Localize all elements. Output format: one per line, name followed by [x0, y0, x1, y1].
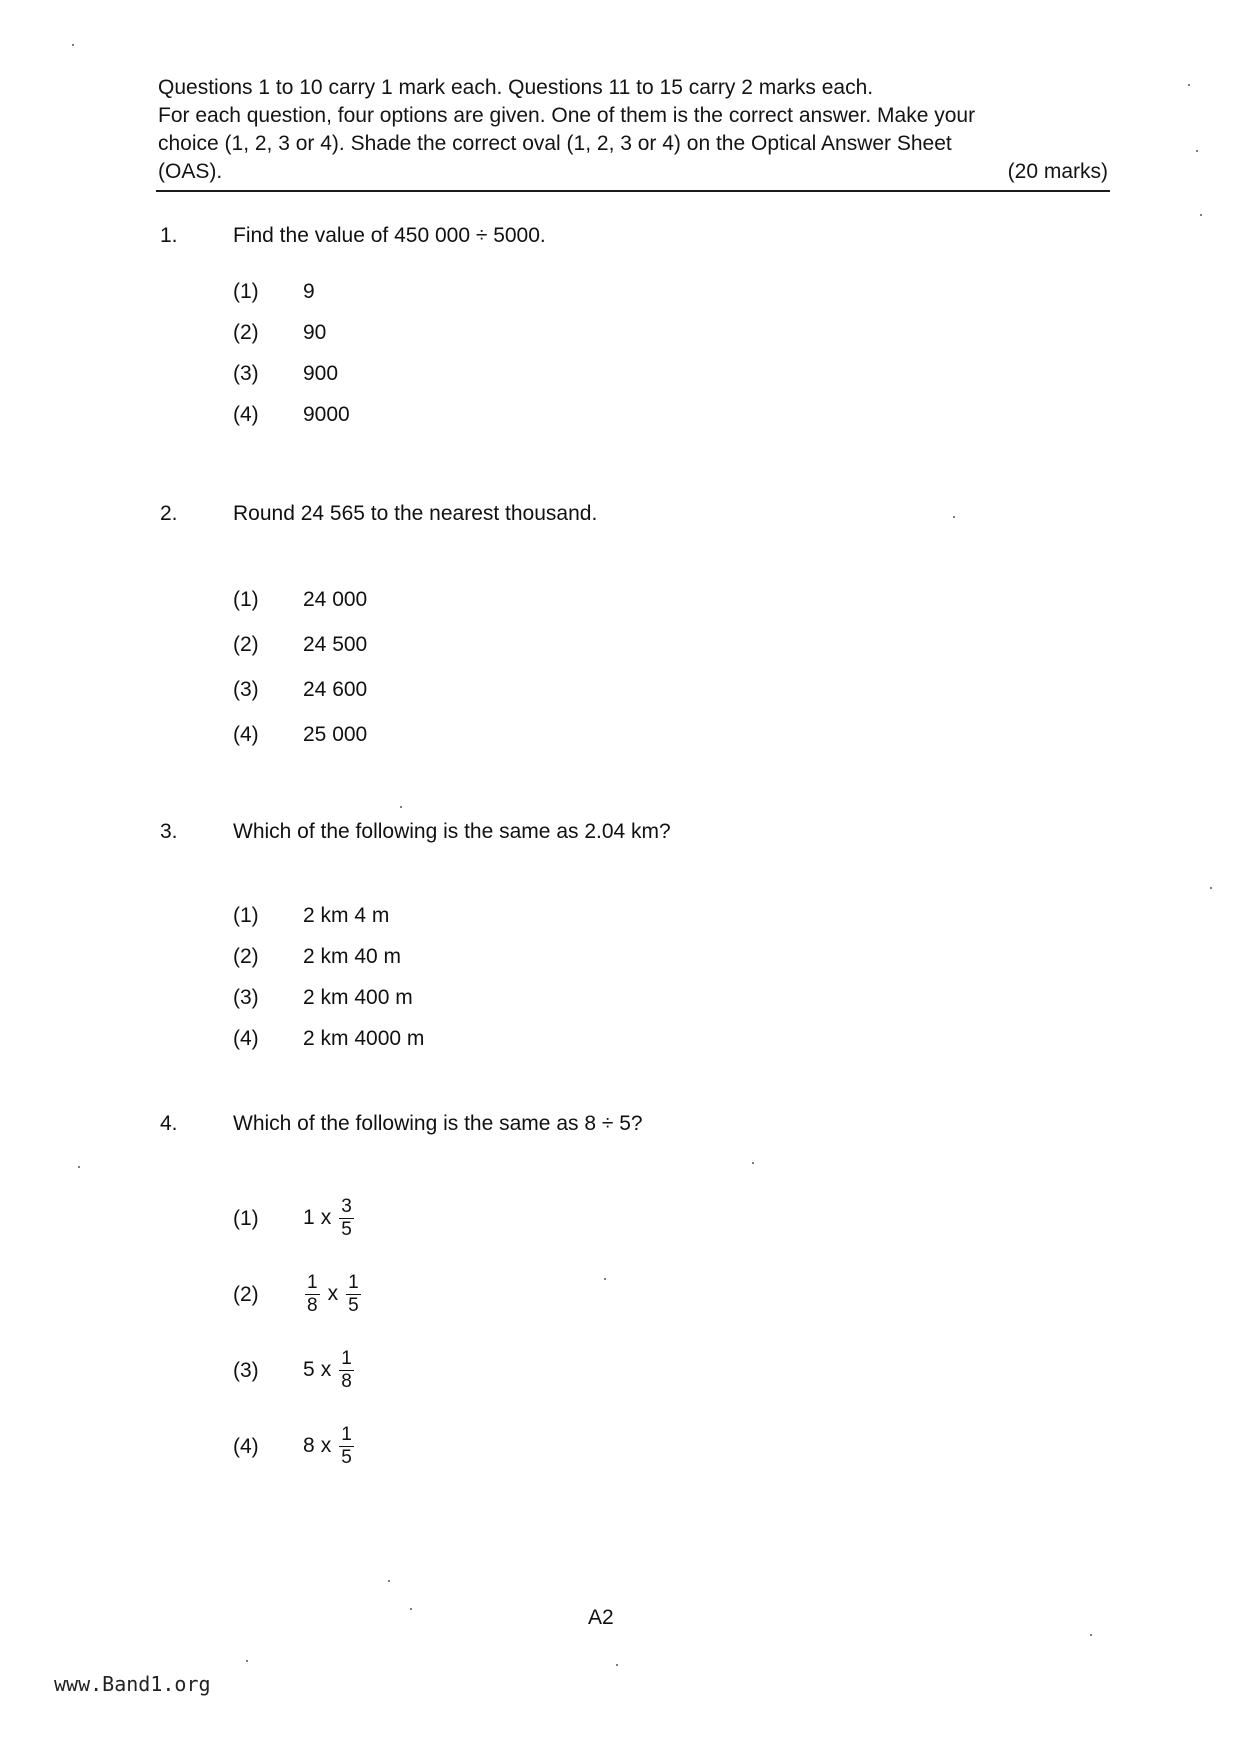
times-sign: x [320, 1434, 332, 1458]
fraction [339, 1196, 354, 1241]
option-value: 90 [303, 321, 327, 344]
total-marks: (20 marks) [1007, 160, 1108, 183]
option-label: (1) [233, 588, 259, 611]
whole-number: 1 [303, 1206, 315, 1230]
question-1-option-2 [233, 321, 326, 345]
option-label: (4) [233, 723, 259, 746]
scan-speck [410, 1608, 412, 1610]
option-label: (2) [233, 321, 259, 344]
scan-speck [1196, 150, 1198, 152]
option-label: (4) [233, 1027, 259, 1050]
option-label: (4) [233, 403, 259, 426]
option-label: (2) [233, 945, 259, 968]
instructions-line-3: choice (1, 2, 3 or 4). Shade the correct oval (1, 2, 3 or 4) on the Optical Answer Sheet [158, 132, 952, 155]
option-expression [303, 1348, 356, 1393]
question-4-option-3 [233, 1348, 356, 1393]
numerator: 1 [341, 1348, 352, 1369]
question-3-option-1 [233, 904, 389, 928]
option-label: (4) [233, 1434, 259, 1458]
denominator: 5 [341, 1219, 352, 1240]
whole-number: 5 [303, 1358, 315, 1382]
oas-label: (OAS). [158, 160, 223, 183]
denominator: 8 [307, 1295, 318, 1316]
question-2-number: 2. [160, 502, 178, 525]
instructions-divider [156, 190, 1110, 192]
question-1-option-1 [233, 280, 315, 304]
page-number: A2 [588, 1606, 614, 1629]
scan-speck [1200, 214, 1202, 216]
option-label: (3) [233, 678, 259, 701]
footer-url: www.Band1.org [54, 1672, 211, 1696]
times-sign: x [320, 1206, 332, 1230]
times-sign: x [320, 1358, 332, 1382]
denominator: 5 [341, 1447, 352, 1468]
numerator: 3 [341, 1196, 352, 1217]
scan-speck [953, 516, 955, 518]
denominator: 5 [348, 1295, 359, 1316]
option-label: (3) [233, 1358, 259, 1382]
scan-speck [246, 1660, 248, 1662]
whole-number: 8 [303, 1434, 315, 1458]
option-value: 24 600 [303, 678, 368, 701]
option-value: 24 500 [303, 633, 368, 656]
option-value: 2 km 4 m [303, 904, 390, 927]
option-value: 2 km 4000 m [303, 1027, 425, 1050]
question-2-option-3 [233, 678, 367, 702]
option-value: 9 [303, 280, 315, 303]
instructions-line-1: Questions 1 to 10 carry 1 mark each. Questions 11 to 15 carry 2 marks each. [158, 76, 874, 99]
question-1-option-4 [233, 403, 350, 427]
option-value: 2 km 400 m [303, 986, 413, 1009]
option-expression [303, 1424, 356, 1469]
question-4-number: 4. [160, 1112, 178, 1135]
scan-speck [400, 806, 402, 808]
instructions [158, 74, 1108, 186]
question-1-number: 1. [160, 224, 178, 247]
scan-speck [388, 1580, 390, 1582]
question-4-option-2 [233, 1272, 363, 1317]
option-label: (3) [233, 986, 259, 1009]
question-2-option-1 [233, 588, 367, 612]
scan-speck [78, 1166, 80, 1168]
option-label: (1) [233, 1206, 259, 1230]
option-value: 9000 [303, 403, 350, 426]
numerator: 1 [348, 1272, 359, 1293]
fraction [339, 1424, 354, 1469]
question-2-option-4 [233, 723, 367, 747]
scan-speck [72, 44, 74, 46]
option-expression [303, 1272, 363, 1317]
question-3-option-2 [233, 945, 401, 969]
scan-speck [1188, 84, 1190, 86]
question-2-text: Round 24 565 to the nearest thousand. [233, 502, 598, 525]
question-3-option-4 [233, 1027, 424, 1051]
question-4-option-4 [233, 1424, 356, 1469]
times-sign: x [327, 1282, 339, 1306]
question-3-number: 3. [160, 820, 178, 843]
numerator: 1 [307, 1272, 318, 1293]
question-3-option-3 [233, 986, 413, 1010]
scan-speck [1090, 1634, 1092, 1636]
option-label: (3) [233, 362, 259, 385]
option-label: (2) [233, 633, 259, 656]
option-value: 24 000 [303, 588, 368, 611]
denominator: 8 [341, 1371, 352, 1392]
fraction [305, 1272, 320, 1317]
option-value: 25 000 [303, 723, 368, 746]
option-label: (1) [233, 904, 259, 927]
instructions-line-4 [158, 158, 1108, 186]
option-value: 900 [303, 362, 339, 385]
scan-speck [1210, 887, 1212, 889]
question-1-option-3 [233, 362, 338, 386]
option-label: (2) [233, 1282, 259, 1306]
option-label: (1) [233, 280, 259, 303]
numerator: 1 [341, 1424, 352, 1445]
question-4-text: Which of the following is the same as 8 ÷ 5? [233, 1112, 643, 1135]
question-1-text: Find the value of 450 000 ÷ 5000. [233, 224, 546, 247]
fraction [339, 1348, 354, 1393]
option-value: 2 km 40 m [303, 945, 402, 968]
scan-speck [616, 1664, 618, 1666]
instructions-line-2: For each question, four options are given. One of them is the correct answer. Make your [158, 104, 976, 127]
question-4-option-1 [233, 1196, 356, 1241]
question-2-option-2 [233, 633, 367, 657]
scan-speck [752, 1162, 754, 1164]
scan-speck [604, 1278, 606, 1280]
option-expression [303, 1196, 356, 1241]
question-3-text: Which of the following is the same as 2.04 km? [233, 820, 671, 843]
fraction [346, 1272, 361, 1317]
